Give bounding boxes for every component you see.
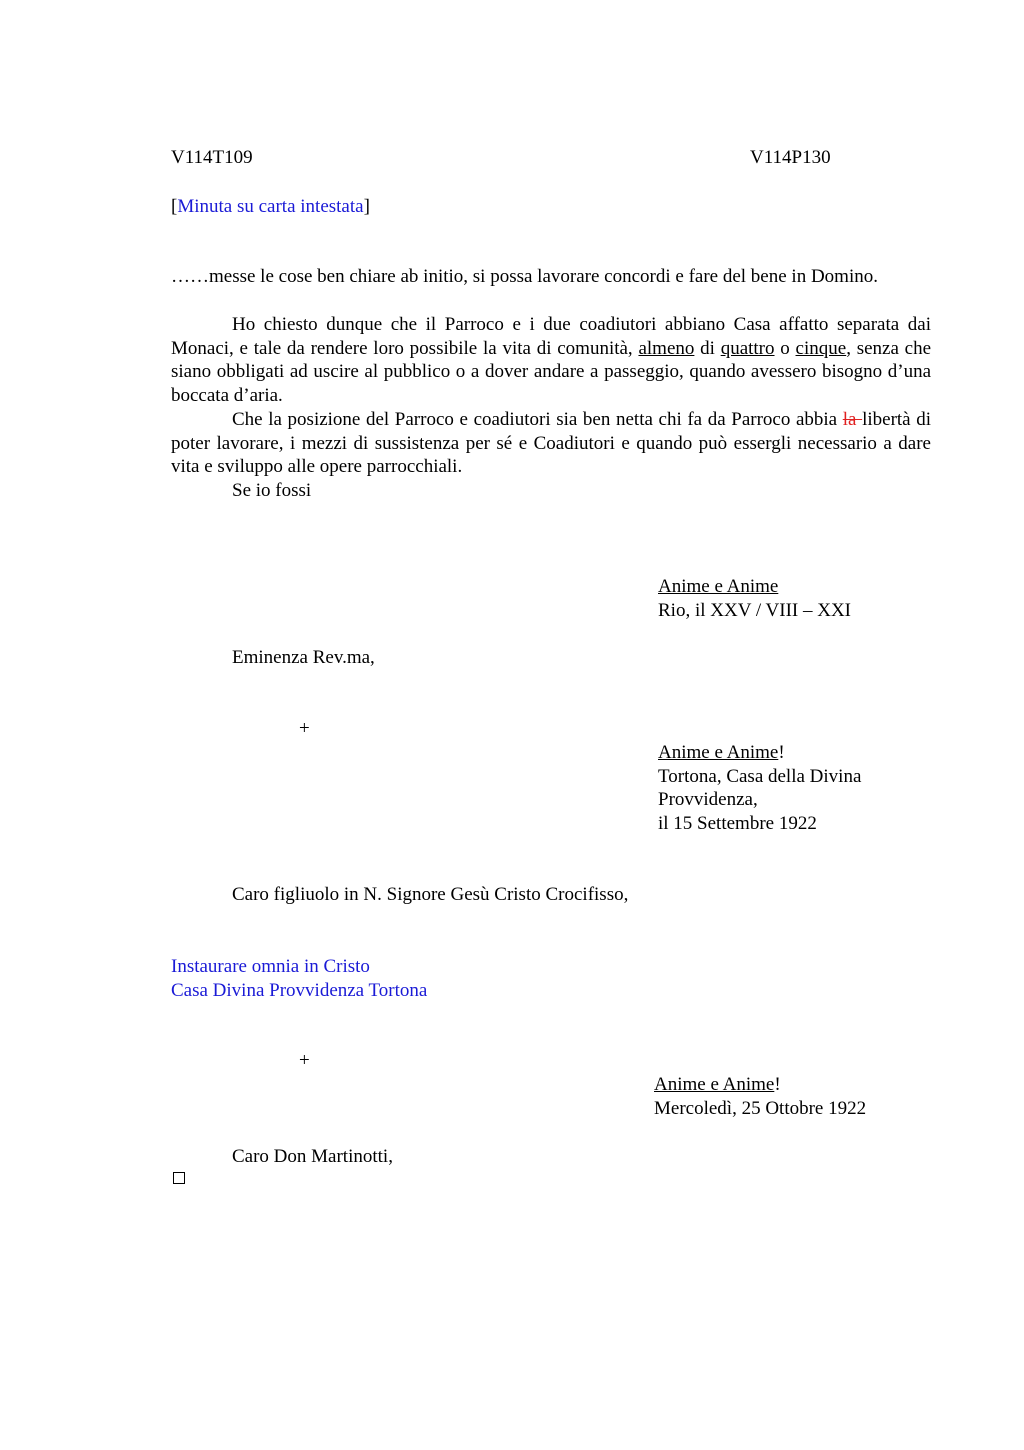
letter3-exclaim: ! [774,1074,781,1095]
p2-text-end: , senza che siano obbligati ad uscire al pubblico o a dover andare a passeggio, quando avessero bisogno d’una boccata d’aria. [171,337,932,407]
document-code-left: V114T109 [171,147,253,168]
letter1-motto: Anime e Anime [658,576,779,597]
letter2-place-line2: Provvidenza, [658,789,758,811]
letter3-salutation: Caro Don Martinotti, [232,1146,393,1167]
p2-text-o: o [774,337,796,359]
note-close-bracket: ] [363,196,370,217]
letterhead [171,955,427,1002]
p2-underlined-almeno: almeno [638,337,695,359]
letter2-date: il 15 Settembre 1922 [658,813,817,835]
p3-text-start: Che la posizione del Parroco e coadiutori sia ben netta chi fa da Parroco abbia [232,409,843,430]
p3-struck-word: la [842,409,863,430]
p3-text-end: libertà di poter lavorare, i mezzi di sussistenza per sé e Coadiutori e quando può essergli necessario a dare vita e sviluppo alle opere parrocchiali. [171,409,932,478]
p2-underlined-cinque: cinque [795,337,847,359]
letterhead-motto: Instaurare omnia in Cristo [171,956,370,977]
note-text: Minuta su carta intestata [177,196,364,217]
letter2-motto-line [658,741,861,765]
letter2-heading [658,741,861,836]
letter3-cross: + [299,1050,310,1071]
letterhead-institution: Casa Divina Provvidenza Tortona [171,979,428,1001]
letter3-date: Mercoledì, 25 Ottobre 1922 [654,1097,867,1119]
letter2-salutation: Caro figliuolo in N. Signore Gesù Cristo Crocifisso, [232,884,629,905]
letter3-heading [654,1073,866,1120]
letter3-motto: Anime e Anime [654,1074,775,1095]
p2-text-start: Ho chiesto dunque che il Parroco e i due coadiutori abbiano Casa affatto separata dai Monaci, e tale da rendere loro possibile la vita di comunità, [171,314,931,359]
letter1-salutation: Eminenza Rev.ma, [232,647,375,668]
letter1-heading [658,575,851,622]
letter2-exclaim: ! [778,742,785,763]
body-paragraph-1: ……messe le cose ben chiare ab initio, si possa lavorare concordi e fare del bene in Domino. [171,266,878,287]
editorial-note [171,195,370,219]
body-paragraph-3 [171,408,931,479]
document-code-right: V114P130 [750,147,831,168]
letter2-motto: Anime e Anime [658,742,779,763]
letter1-dateline: Rio, il XXV / VIII – XXI [658,599,851,621]
p2-underlined-quattro: quattro [720,337,775,359]
empty-box-icon [173,1172,185,1184]
letter2-cross: + [299,718,310,739]
letter2-place-line1: Tortona, Casa della Divina [658,765,862,787]
body-paragraph-2 [171,313,931,408]
letter3-motto-line [654,1073,866,1097]
body-paragraph-4: Se io fossi [232,480,312,501]
p2-text-di: di [694,337,721,359]
note-open-bracket: [ [171,196,178,217]
